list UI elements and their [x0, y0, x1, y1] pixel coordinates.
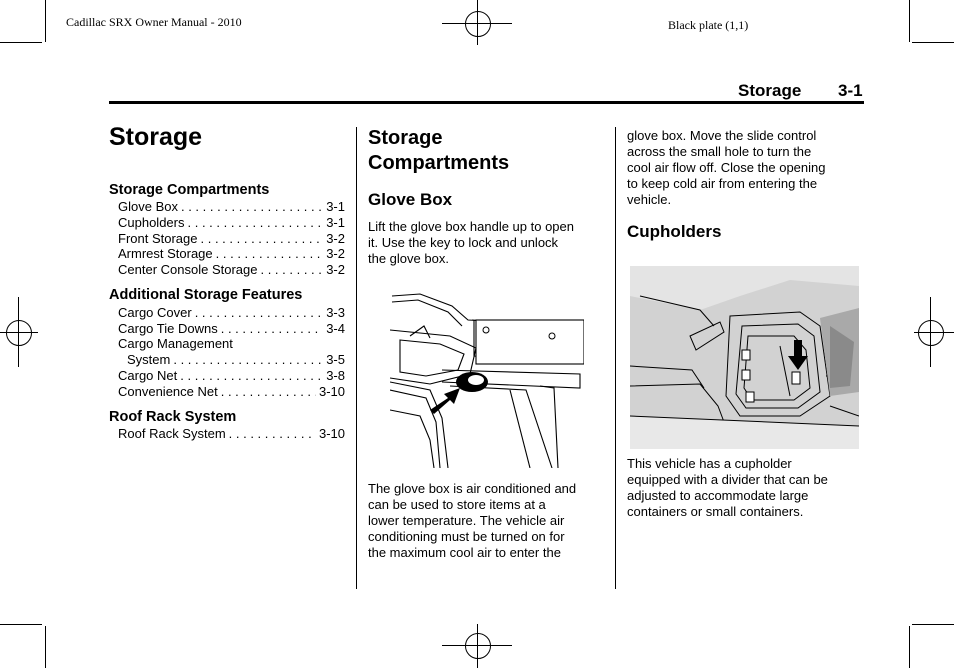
text-line: equipped with a divider that can be: [627, 472, 828, 487]
toc-entry[interactable]: [118, 426, 345, 442]
section-heading-line: Compartments: [368, 152, 510, 174]
page-number: 3-1: [838, 81, 863, 100]
text-line: The glove box is air conditioned and: [368, 481, 577, 496]
glove-box-intro: [368, 219, 574, 267]
toc-entry-label: Cargo Tie Downs: [118, 321, 218, 336]
toc-entry[interactable]: [118, 321, 345, 337]
text-line: cool air flow off. Close the opening: [627, 160, 826, 175]
toc-entry-page: 3-2: [326, 231, 345, 246]
cupholders-body: [627, 456, 828, 520]
crop-mark: [45, 626, 46, 668]
glove-box-illustration: [390, 290, 584, 468]
toc-entry-label: Roof Rack System: [118, 426, 226, 441]
toc-entry-label: Convenience Net: [118, 384, 218, 399]
toc-entry-wrapped[interactable]: [118, 336, 345, 352]
running-header-section: Storage: [738, 81, 802, 100]
glove-box-heading: Glove Box: [368, 190, 453, 209]
toc-entry-label: Armrest Storage: [118, 246, 213, 261]
column-divider: [615, 127, 616, 589]
toc-section-heading: Roof Rack System: [109, 409, 237, 425]
toc-entry-page: 3-1: [326, 215, 345, 230]
toc-entry[interactable]: [118, 231, 345, 247]
crop-mark: [45, 0, 46, 42]
toc-section-heading: Additional Storage Features: [109, 287, 303, 303]
toc-entry[interactable]: [127, 352, 345, 368]
text-line: This vehicle has a cupholder: [627, 456, 792, 471]
text-line: Lift the glove box handle up to open: [368, 219, 574, 234]
plate-label: Black plate (1,1): [668, 18, 749, 32]
toc-entry[interactable]: [118, 384, 345, 400]
glove-box-body-continued: [627, 128, 826, 208]
toc-entry-page: 3-2: [326, 262, 345, 277]
toc-entry-page: 3-3: [326, 305, 345, 320]
section-heading-line: Storage: [368, 127, 443, 149]
text-line: conditioning must be turned on for: [368, 529, 565, 544]
text-line: the glove box.: [368, 251, 449, 266]
text-line: vehicle.: [627, 192, 672, 207]
toc-entry-page: 3-10: [318, 384, 345, 399]
chapter-title: Storage: [109, 123, 203, 151]
toc-entry-page: 3-8: [326, 368, 345, 383]
text-line: to keep cold air from entering the: [627, 176, 818, 191]
doc-title: Cadillac SRX Owner Manual - 2010: [66, 15, 242, 29]
toc-entry-page: 3-4: [326, 321, 345, 336]
cupholders-heading: Cupholders: [627, 222, 722, 241]
toc-entry-page: 3-10: [318, 426, 345, 441]
toc-entry[interactable]: [118, 368, 345, 384]
toc-entry[interactable]: [118, 246, 345, 262]
glove-box-body: [368, 481, 576, 561]
toc-entry[interactable]: [118, 262, 345, 278]
toc-entry-label: Glove Box: [118, 199, 178, 214]
text-line: adjusted to accommodate large: [627, 488, 809, 503]
toc-entry-page: 3-5: [326, 352, 345, 367]
cupholders-illustration: [630, 266, 859, 449]
text-line: lower temperature. The vehicle air: [368, 513, 565, 528]
text-line: glove box. Move the slide control: [627, 128, 817, 143]
toc-entry-label: System: [127, 352, 171, 367]
crop-mark: [0, 624, 42, 625]
crop-mark: [909, 0, 910, 42]
toc-entry-label: Center Console Storage: [118, 262, 258, 277]
toc-entry-label: Cargo Net: [118, 368, 178, 383]
crop-mark: [909, 626, 910, 668]
header-rule: [109, 101, 864, 104]
text-line: containers or small containers.: [627, 504, 804, 519]
column-divider: [356, 127, 357, 589]
toc-section-heading: Storage Compartments: [109, 182, 270, 198]
crop-mark: [912, 42, 954, 43]
text-line: it. Use the key to lock and unlock: [368, 235, 559, 250]
toc-entry-label: Front Storage: [118, 231, 198, 246]
crop-mark: [912, 624, 954, 625]
text-line: the maximum cool air to enter the: [368, 545, 561, 560]
toc-entry-label: Cargo Cover: [118, 305, 192, 320]
toc-entry[interactable]: [118, 199, 345, 215]
toc-entry[interactable]: [118, 305, 345, 321]
text-line: across the small hole to turn the: [627, 144, 812, 159]
crop-mark: [0, 42, 42, 43]
section-heading: [368, 126, 509, 176]
toc-entry-label: Cupholders: [118, 215, 185, 230]
toc-entry-label: Cargo Management: [118, 336, 233, 351]
text-line: can be used to store items at a: [368, 497, 546, 512]
toc-entry-page: 3-1: [326, 199, 345, 214]
toc-entry-page: 3-2: [326, 246, 345, 261]
toc-entry[interactable]: [118, 215, 345, 231]
